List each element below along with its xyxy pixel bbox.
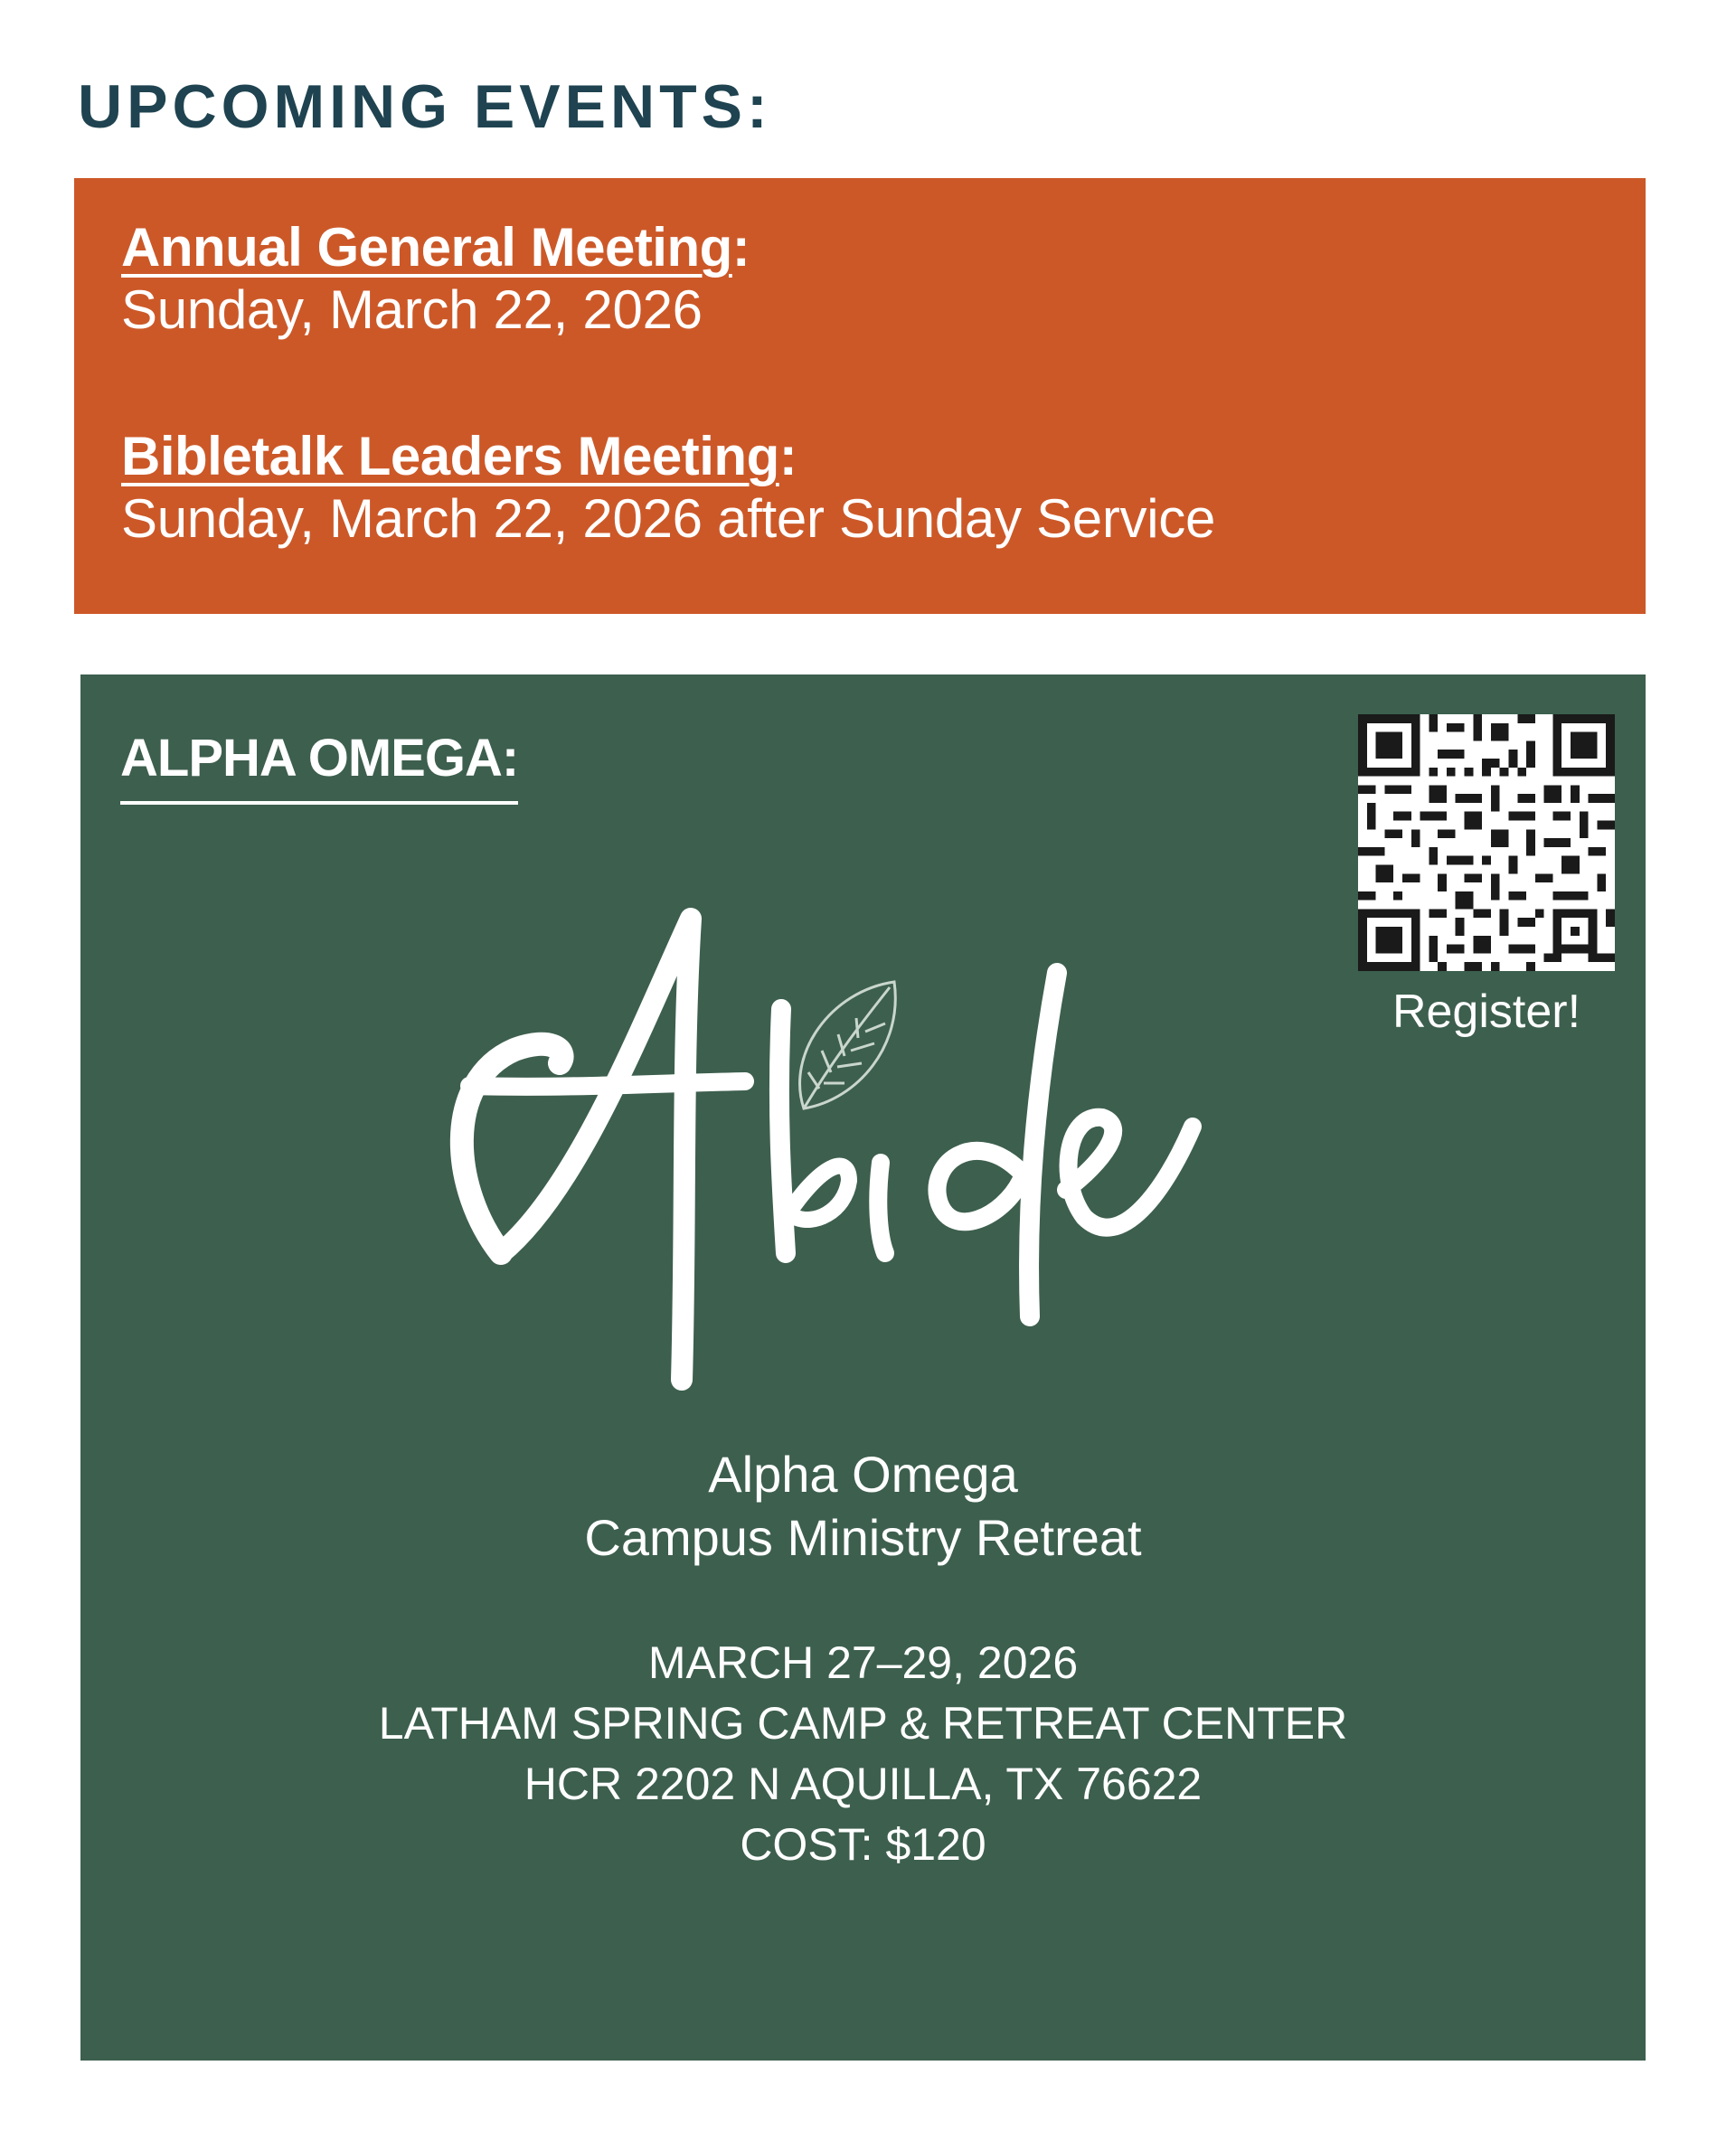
- event-title-colon: :: [778, 426, 797, 486]
- event-title-colon: :: [731, 217, 750, 278]
- retreat-panel: [80, 674, 1646, 2061]
- abide-logo: [433, 891, 1283, 1398]
- retreat-details: [80, 1633, 1646, 1875]
- event-date: Sunday, March 22, 2026: [121, 279, 703, 340]
- meetings-panel: [74, 178, 1646, 614]
- retreat-dates: MARCH 27–29, 2026: [647, 1637, 1079, 1688]
- section-title: ALPHA OMEGA:: [120, 727, 518, 805]
- event-annual-general-meeting: [121, 216, 750, 341]
- register-label[interactable]: Register!: [1392, 986, 1581, 1038]
- leaf-icon: [800, 982, 896, 1108]
- page-title: UPCOMING EVENTS:: [78, 72, 772, 141]
- event-title: Annual General Meeting: [121, 217, 732, 278]
- retreat-name-line1: Alpha Omega: [708, 1446, 1018, 1503]
- retreat-name-line2: Campus Ministry Retreat: [584, 1509, 1142, 1566]
- retreat-venue: LATHAM SPRING CAMP & RETREAT CENTER: [378, 1698, 1348, 1749]
- event-bibletalk-leaders-meeting: [121, 425, 1215, 550]
- qr-code-icon[interactable]: [1358, 714, 1615, 971]
- event-date: Sunday, March 22, 2026 after Sunday Service: [121, 488, 1216, 549]
- retreat-cost: COST: $120: [740, 1819, 986, 1870]
- retreat-address: HCR 2202 N AQUILLA, TX 76622: [524, 1759, 1203, 1809]
- event-title: Bibletalk Leaders Meeting: [121, 426, 779, 486]
